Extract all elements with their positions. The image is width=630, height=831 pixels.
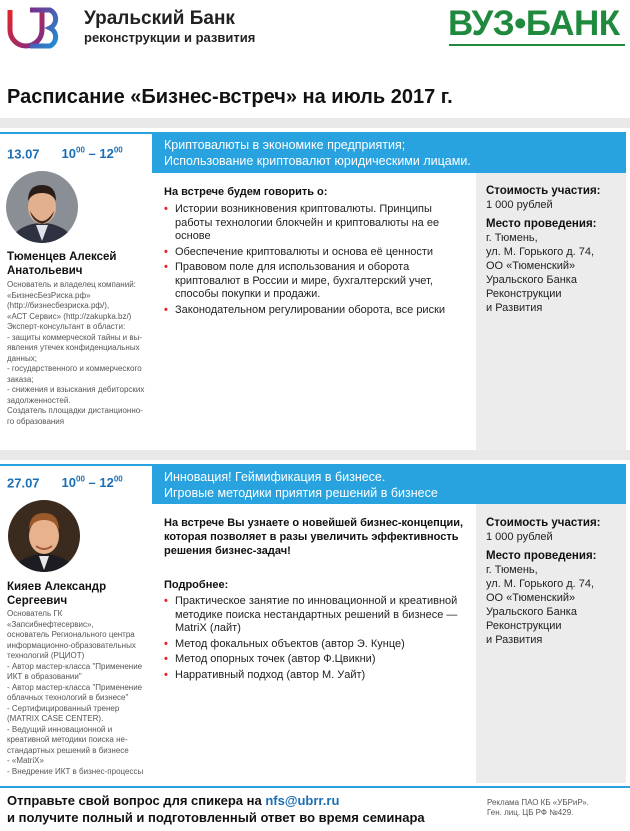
- ubrr-logo: [6, 6, 66, 50]
- session1-rule: [0, 132, 152, 134]
- speaker1-photo: [6, 171, 78, 243]
- cost-label: Стоимость участия:: [486, 185, 601, 197]
- divider-bar: [0, 118, 630, 128]
- place-label: Место проведения:: [486, 218, 597, 230]
- session2-time: $10^{00} - 12^{00}$: [61, 475, 123, 491]
- email-link[interactable]: nfs@ubrr.ru: [265, 793, 340, 808]
- session2-lead: На встрече Вы узнаете о новейшей бизнес-концепции, которая позволяет в разы увеличить эффективность решения бизнес-задач!: [164, 517, 464, 557]
- bank-name-line2: реконструкции и развития: [84, 30, 256, 45]
- session2-bullets: [164, 595, 466, 684]
- list-item: • Правовом поле для использования и оборота криптовалют в России и мире, бухгалтерский учет, способы покупки и продажи.: [164, 261, 466, 302]
- session2-datetime: [7, 475, 123, 490]
- list-item: • Метод опорных точек (автор Ф.Цвикни): [164, 653, 466, 667]
- session1-topic: [152, 132, 626, 173]
- cost-value: 1 000 рублей: [486, 199, 553, 211]
- footer-question: Отправьте свой вопрос для спикера на nfs@ubrr.ru и получите полный и подготовленный ответ во время семинара: [7, 793, 425, 825]
- speaker1-bio: Основатель и владелец компаний: «БизнесБезРиска.рф» (http://бизнесбезриска.рф/), «АСТ Сервис» (http://zakupka.bz/) Эксперт-консультант в области: - защиты коммерческой тайны и вы- явления утечек конфиденциальных данных; - государственного и коммерческого заказа; - снижения и взыскания дебиторских задолженностей. Создатель площадки дистанционно- го образования: [7, 280, 145, 426]
- session2-date: 27.07: [7, 475, 40, 491]
- speaker2-bio: Основатель ГК «Запсибнефтесервис», основатель Регионального центра информационно-образовательных технологий (РЦИОТ) - Автор мастер-класса "Применение ИКТ в образовании" - Автор мастер-класса "Применение облачных технологий в бизнесе" - Сертифицированный тренер (MATRIX CASE CENTER). - Ведущий инновационной и креативной методики поиска не- стандартных решений в бизнесе - «MatriX» - Внедрение ИКТ в бизнес-процессы: [7, 609, 144, 776]
- session1-topic-line1: Криптовалюты в экономике предприятия;: [164, 138, 406, 152]
- speaker1-name: Тюменцев Алексей Анатольевич: [7, 251, 117, 277]
- session2-subhead: Подробнее:: [164, 579, 229, 591]
- list-item: • Обеспечение криптовалюты и основа её ценности: [164, 246, 466, 260]
- session1-lead: На встрече будем говорить о:: [164, 186, 328, 198]
- list-item: • Истории возникновения криптовалюты. Принципы работы технологии блокчейн и криптовалюты на ее основе: [164, 203, 466, 244]
- place-label: Место проведения:: [486, 550, 597, 562]
- session1-topic-line2: Использование криптовалют юридическими лицами.: [164, 154, 471, 168]
- speaker2-name: Кияев Александр Сергеевич: [7, 581, 107, 607]
- list-item: • Законодательном регулировании оборота, все риски: [164, 304, 466, 318]
- session2-rule: [0, 464, 152, 466]
- session1-bullets: [164, 203, 466, 319]
- session2-topic-line1: Инновация! Геймификация в бизнесе.: [164, 470, 386, 484]
- footer-rule: [0, 786, 630, 788]
- footer-legal: Реклама ПАО КБ «УБРиР». Ген. лиц. ЦБ РФ №429.: [487, 798, 589, 817]
- cost-value: 1 000 рублей: [486, 531, 553, 543]
- session2-topic-line2: Игровые методики приятия решений в бизнесе: [164, 486, 438, 500]
- list-item: • Практическое занятие по инновационной и креативной методике поиска нестандартных решений в бизнесе — MatriX (лайт): [164, 595, 466, 636]
- list-item: • Нарративный подход (автор М. Уайт): [164, 669, 466, 683]
- cost-label: Стоимость участия:: [486, 517, 601, 529]
- divider-bar: [0, 450, 630, 460]
- session1-time: $10^{00} - 12^{00}$: [61, 146, 123, 162]
- vuz-bank-logo: ВУЗ•БАНК: [448, 4, 620, 43]
- list-item: • Метод фокальных объектов (автор Э. Кунце): [164, 638, 466, 652]
- page-title: Расписание «Бизнес-встреч» на июль 2017 г.: [7, 86, 453, 108]
- session1-info: Стоимость участия: 1 000 рублей Место проведения: г. Тюмень, ул. М. Горького д. 74, ОО «Тюменский» Уральского Банка Реконструкции и Развития: [486, 184, 622, 315]
- bank-name-line1: Уральский Банк: [84, 8, 235, 29]
- session2-info: Стоимость участия: 1 000 рублей Место проведения: г. Тюмень, ул. М. Горького д. 74, ОО «Тюменский» Уральского Банка Реконструкции и Развития: [486, 516, 622, 647]
- speaker2-photo: [8, 500, 80, 572]
- session1-datetime: [7, 146, 123, 161]
- session2-topic: [152, 464, 626, 504]
- vuz-logo-underline: [449, 44, 625, 46]
- session1-date: 13.07: [7, 146, 40, 162]
